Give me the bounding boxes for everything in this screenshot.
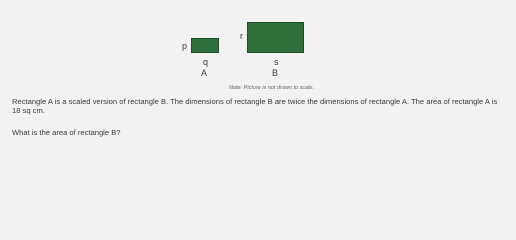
rectangles-figure: [0, 0, 516, 91]
rectangle-b-side-label: r: [240, 31, 243, 41]
problem-text: Rectangle A is a scaled version of rectangle B. The dimensions of rectangle B are twice the dimensions of rectangle A. The area of rectangle A is 18 sq cm.: [12, 97, 498, 115]
rectangle-a: [191, 38, 219, 53]
rectangle-a-bottom-label: q: [203, 57, 209, 67]
rectangle-a-name: A: [201, 68, 208, 78]
rectangle-b-name: B: [272, 68, 279, 78]
question-text: What is the area of rectangle B?: [12, 128, 121, 137]
scale-note: Note: Picture is not drawn to scale.: [229, 85, 314, 91]
rectangle-b: [247, 22, 304, 53]
rectangle-a-side-label: p: [182, 41, 188, 51]
rectangle-b-bottom-label: s: [274, 57, 279, 67]
